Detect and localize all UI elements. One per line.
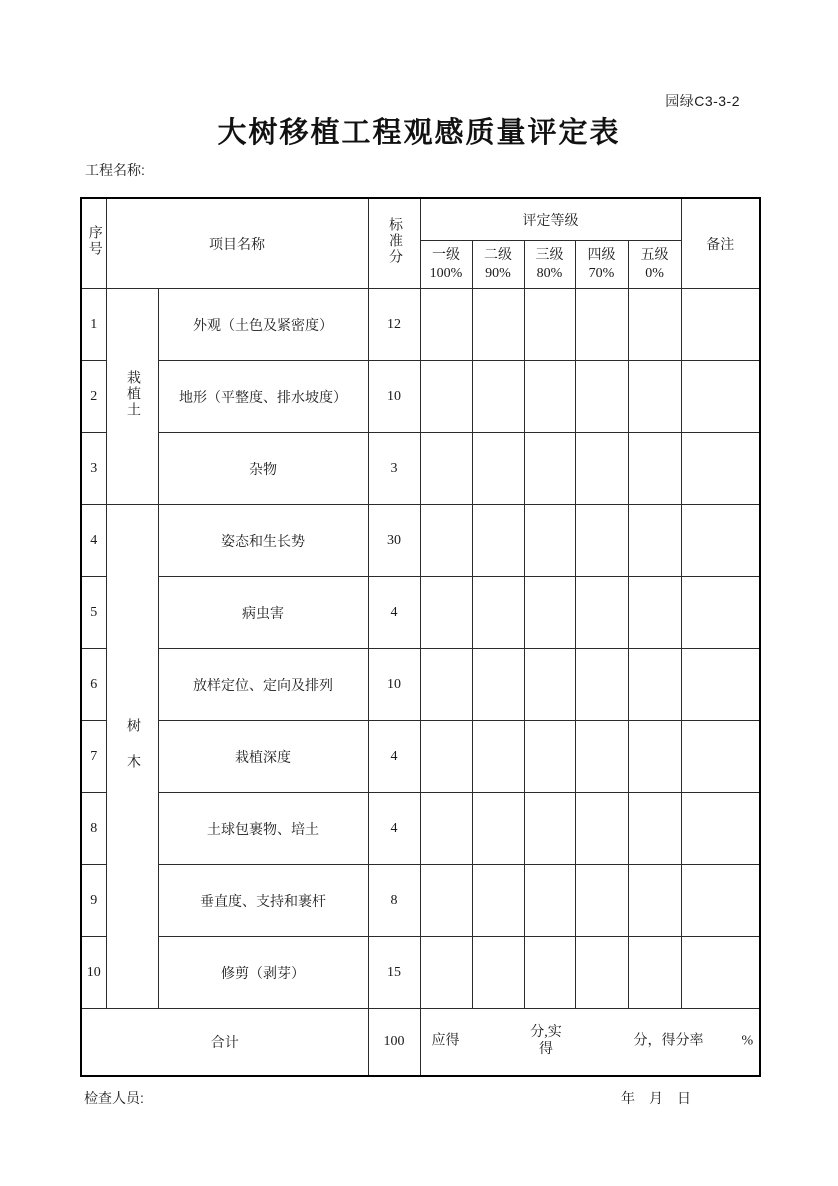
form-code: 园绿C3-3-2 [665,93,740,109]
project-name-label: 工程名称: [85,162,145,178]
seq-cell: 10 [81,937,106,1009]
grade-entry-cell [420,289,472,361]
grade-entry-cell [524,433,575,505]
item-cell: 栽植深度 [158,721,368,793]
table-row [81,649,760,721]
remark-cell [681,577,760,649]
seq-cell: 4 [81,505,106,577]
score-cell: 10 [368,361,420,433]
score-cell: 30 [368,505,420,577]
seq-cell: 2 [81,361,106,433]
header-seq: 序号 [81,198,106,289]
grade-entry-cell [575,865,628,937]
remark-cell [681,361,760,433]
grade-entry-cell [628,721,681,793]
seq-cell: 5 [81,577,106,649]
grade-entry-cell [472,361,524,433]
grade-entry-cell [472,649,524,721]
score-cell: 4 [368,721,420,793]
grade-entry-cell [524,577,575,649]
grade-entry-cell [420,865,472,937]
table-row [81,505,760,577]
grade-entry-cell [524,721,575,793]
table-row [81,433,760,505]
date-label: 年 月 日 [621,1090,691,1106]
actual-score-label: 分,实得 [530,1025,562,1057]
item-cell: 姿态和生长势 [158,505,368,577]
grade-entry-cell [420,433,472,505]
table-row [81,289,760,361]
seq-cell: 8 [81,793,106,865]
earned-score-label: 应得 [431,1033,460,1049]
grade-entry-cell [524,937,575,1009]
total-row [81,1009,760,1077]
item-cell: 垂直度、支持和裹杆 [158,865,368,937]
header-item-name: 项目名称 [106,198,368,289]
table-row [81,361,760,433]
grade-entry-cell [628,433,681,505]
grade-entry-cell [628,937,681,1009]
total-score-cell: 100 [368,1009,420,1077]
grade-entry-cell [524,649,575,721]
score-cell: 15 [368,937,420,1009]
header-grade-2: 二级 90% [472,241,524,289]
item-cell: 地形（平整度、排水坡度） [158,361,368,433]
grade-entry-cell [628,793,681,865]
seq-cell: 6 [81,649,106,721]
header-grade-4: 四级 70% [575,241,628,289]
table-row [81,793,760,865]
item-cell: 杂物 [158,433,368,505]
grade-entry-cell [628,577,681,649]
grade-entry-cell [420,721,472,793]
grade-entry-cell [472,505,524,577]
grade-entry-cell [524,505,575,577]
page-title: 大树移植工程观感质量评定表 [217,117,621,149]
grade-entry-cell [628,361,681,433]
score-cell: 4 [368,793,420,865]
percent-sign: % [741,1033,754,1049]
table-row [81,577,760,649]
grade-entry-cell [472,289,524,361]
table-row [81,865,760,937]
grade-entry-cell [628,865,681,937]
seq-cell: 3 [81,433,106,505]
header-standard-score: 标准分 [368,198,420,289]
remark-cell [681,937,760,1009]
grade-entry-cell [472,937,524,1009]
header-rating-grade: 评定等级 [420,198,681,241]
header-grade-5: 五级 0% [628,241,681,289]
grade-entry-cell [472,433,524,505]
score-cell: 8 [368,865,420,937]
remark-cell [681,505,760,577]
remark-cell [681,649,760,721]
table-row [81,721,760,793]
grade-entry-cell [420,361,472,433]
total-label-cell: 合计 [81,1009,368,1077]
header-remark: 备注 [681,198,760,289]
seq-cell: 1 [81,289,106,361]
score-cell: 4 [368,577,420,649]
inspector-label: 检查人员: [84,1090,144,1106]
grade-entry-cell [524,865,575,937]
grade-entry-cell [420,577,472,649]
grade-entry-cell [575,505,628,577]
score-cell: 10 [368,649,420,721]
grade-entry-cell [575,289,628,361]
remark-cell [681,433,760,505]
item-cell: 放样定位、定向及排列 [158,649,368,721]
grade-entry-cell [575,577,628,649]
grade-entry-cell [472,865,524,937]
score-cell: 3 [368,433,420,505]
score-rate-label: 分，得分率 [633,1033,704,1049]
score-summary-cell [420,1009,760,1077]
grade-entry-cell [524,289,575,361]
grade-entry-cell [628,649,681,721]
item-cell: 外观（土色及紧密度） [158,289,368,361]
grade-entry-cell [472,793,524,865]
grade-entry-cell [524,361,575,433]
seq-cell: 9 [81,865,106,937]
remark-cell [681,865,760,937]
score-cell: 12 [368,289,420,361]
grade-entry-cell [420,649,472,721]
grade-entry-cell [420,937,472,1009]
grade-entry-cell [420,505,472,577]
grade-entry-cell [575,649,628,721]
header-row-1 [81,198,760,241]
grade-entry-cell [575,937,628,1009]
grade-entry-cell [628,289,681,361]
item-cell: 土球包裹物、培土 [158,793,368,865]
grade-entry-cell [575,721,628,793]
item-cell: 病虫害 [158,577,368,649]
grade-entry-cell [420,793,472,865]
grade-entry-cell [575,361,628,433]
remark-cell [681,289,760,361]
header-grade-1: 一级 100% [420,241,472,289]
remark-cell [681,721,760,793]
grade-entry-cell [524,793,575,865]
grade-entry-cell [575,793,628,865]
grade-entry-cell [575,433,628,505]
item-cell: 修剪（剥芽） [158,937,368,1009]
group-cell-tree: 树木 [106,505,158,1009]
table-row [81,937,760,1009]
remark-cell [681,793,760,865]
grade-entry-cell [472,577,524,649]
grade-entry-cell [472,721,524,793]
seq-cell: 7 [81,721,106,793]
group-cell-soil: 栽植土 [106,289,158,505]
header-grade-3: 三级 80% [524,241,575,289]
evaluation-table [80,197,761,1077]
grade-entry-cell [628,505,681,577]
